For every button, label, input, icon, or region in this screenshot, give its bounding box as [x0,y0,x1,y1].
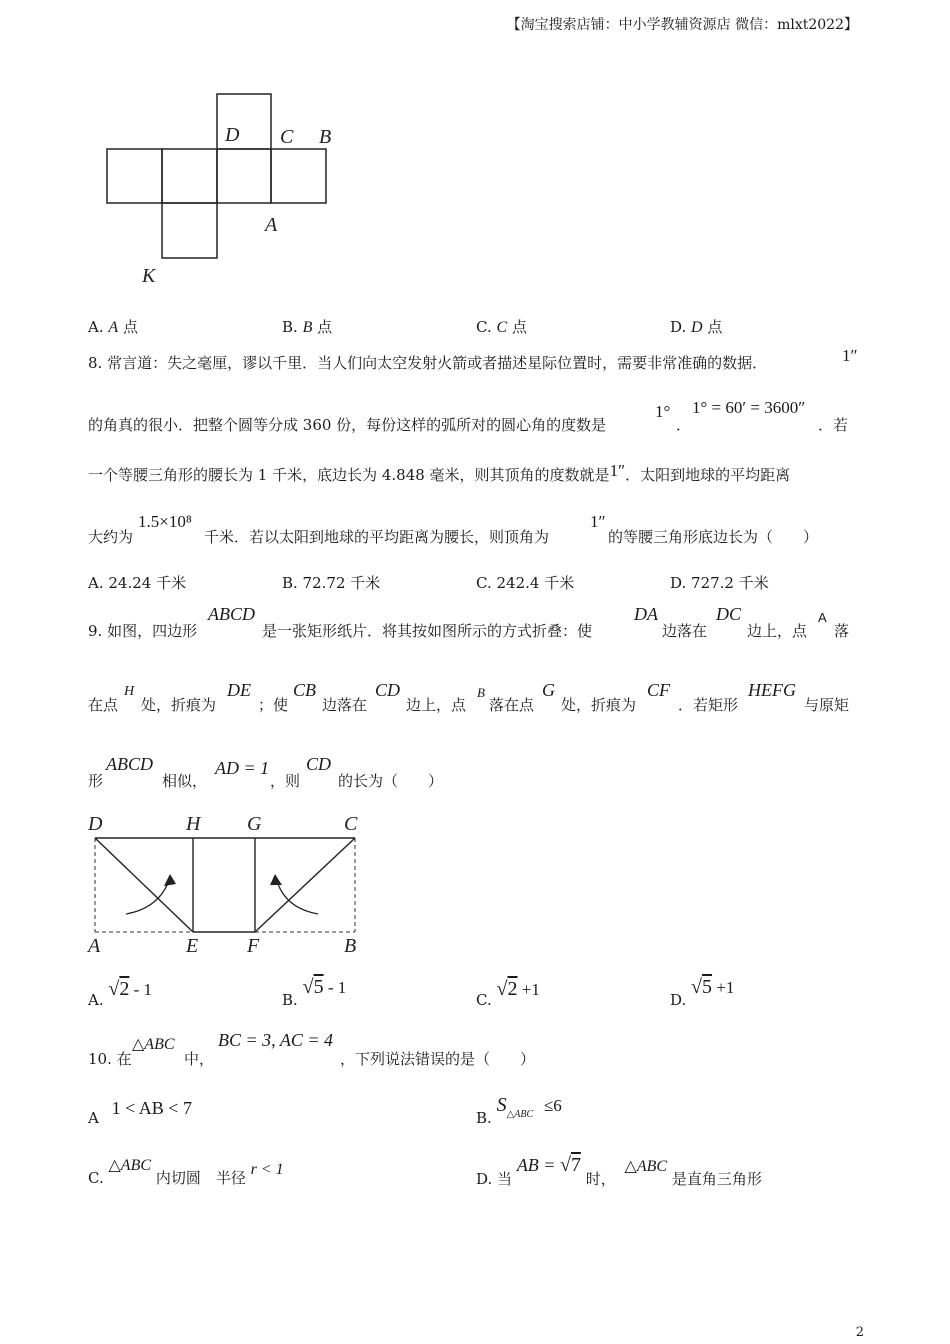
fig-label-c: C [344,813,358,835]
q8-line-4-c: 的等腰三角形底边长为（ ） [608,528,819,546]
q10-option-c: C. △ABC 内切圆 半径 r < 1 [88,1157,284,1187]
q8-math-conversion: 1° = 60′ = 3600″ [692,398,806,417]
q9-line-2-h: ．若矩形 [678,696,739,714]
q8-option-b: B. 72.72 千米 [282,574,381,592]
q9-math-ad: AD = 1 [215,758,270,778]
q9-math-abcd: ABCD [208,604,255,624]
q9-math-b: B [477,685,485,700]
q9-math-cb: CB [293,680,317,700]
q9-math-cd: CD [375,680,401,700]
q9-math-hefg: HEFG [748,680,796,700]
q9-math-g: G [542,680,555,700]
net-label-k: K [142,265,156,287]
q7-option-d: D. D 点 [670,318,723,336]
q8-line-2: 的角真的很小．把整个圆等分成 360 份，每份这样的弧所对的圆心角的度数是 [88,416,607,434]
page-number: 2 [855,1325,864,1340]
q9-line-2-i: 与原矩 [804,696,850,714]
q9-line-3-b: 相似， [162,772,208,790]
q8-line-1: 8. 常言道：失之毫厘，谬以千里．当人们向太空发射火箭或者描述星际位置时，需要非常准确的数据． [88,354,768,372]
q9-line-3-a: 形 [88,772,104,790]
fig-label-g: G [247,813,262,835]
fig-label-e: E [186,935,199,957]
net-label-b: B [319,126,332,148]
q7-option-b: B. B 点 [282,318,333,336]
q9-option-b: B. √5 - 1 [282,976,347,1009]
q9-line-1-a: 9. 如图，四边形 [88,622,198,640]
q7-option-a: A. A 点 [88,318,138,336]
q9-line-2-b: 处，折痕为 [141,696,217,714]
q7-option-c: C. C 点 [476,318,527,336]
q9-line-2-f: 落在点 [489,696,535,714]
folding-figure [82,810,372,960]
q9-line-3-d: 的长为（ ） [338,772,444,790]
q9-math-cf: CF [647,680,671,700]
q8-math-arcsecond-1: 1″ [842,346,858,365]
fig-label-b: B [344,935,357,957]
q8-math-distance: 1.5×10⁸ [138,512,192,531]
q9-line-2-c: ；使 [258,696,289,714]
net-label-a: A [265,214,278,236]
q10-line-1-a: 10. 在 [88,1050,132,1068]
q9-line-1-e: 落 [834,622,850,640]
q9-line-2-d: 边落在 [322,696,368,714]
q9-math-de: DE [227,680,251,700]
fig-label-a: A [88,935,101,957]
q9-line-2-a: 在点 [88,696,119,714]
q9-line-2-g: 处，折痕为 [561,696,637,714]
cube-net-figure [100,90,360,290]
fig-label-h: H [186,813,201,835]
page-header: 【淘宝搜索店铺：中小学教辅资源店 微信：mlxt2022】 [506,17,858,33]
q8-line-4-b: 千米．若以太阳到地球的平均距离为腰长，则顶角为 [204,528,550,546]
q9-line-2-e: 边上，点 [406,696,467,714]
q9-math-da: DA [634,604,658,624]
q8-math-arcsecond-2: 1″ [609,461,626,480]
q8-option-a: A. 24.24 千米 [88,574,187,592]
q9-line-3-c: ，则 [270,772,301,790]
q10-line-1-c: ，下列说法错误的是（ ） [340,1050,536,1068]
q9-math-a: A [818,610,827,625]
fig-label-d: D [88,813,103,835]
q10-math-sides: BC = 3, AC = 4 [218,1030,333,1050]
q9-line-1-c: 边落在 [662,622,708,640]
q10-option-d: D. 当 AB = √7 时， △ABC 是直角三角形 [476,1154,762,1188]
q10-line-1-b: 中， [184,1050,215,1068]
net-label-c: C [280,126,294,148]
q10-option-b: B. $S_{\triangle ABC} \le 6$ [476,1094,562,1127]
q8-line-4-a: 大约为 [88,528,134,546]
q9-math-abcd-2: ABCD [106,754,153,774]
q8-line-3: 一个等腰三角形的腰长为 1 千米，底边长为 4.848 毫米，则其顶角的度数就是1″．太阳到地球的平均距离 [88,461,791,484]
q8-dot: ． [676,416,692,434]
q9-line-1-b: 是一张矩形纸片．将其按如图所示的方式折叠：使 [262,622,593,640]
net-label-d: D [225,124,240,146]
q9-line-1-d: 边上，点 [747,622,808,640]
q8-line-2-end: ．若 [818,416,849,434]
q10-option-a: A 1 < AB < 7 [88,1098,192,1127]
fig-label-f: F [247,935,260,957]
q9-option-a: A. √2 - 1 [88,978,153,1009]
q8-option-c: C. 242.4 千米 [476,574,575,592]
q9-option-d: D. √5 +1 [670,976,735,1009]
q8-option-d: D. 727.2 千米 [670,574,769,592]
q8-math-degree: 1° [655,402,671,421]
q9-option-c: C. √2 +1 [476,978,540,1009]
q10-math-triangle: △ABC [132,1036,175,1053]
q9-math-h: H [124,684,135,699]
q9-math-dc: DC [716,604,742,624]
q9-math-cd-2: CD [306,754,332,774]
q8-math-arcsecond-3: 1″ [590,512,606,531]
